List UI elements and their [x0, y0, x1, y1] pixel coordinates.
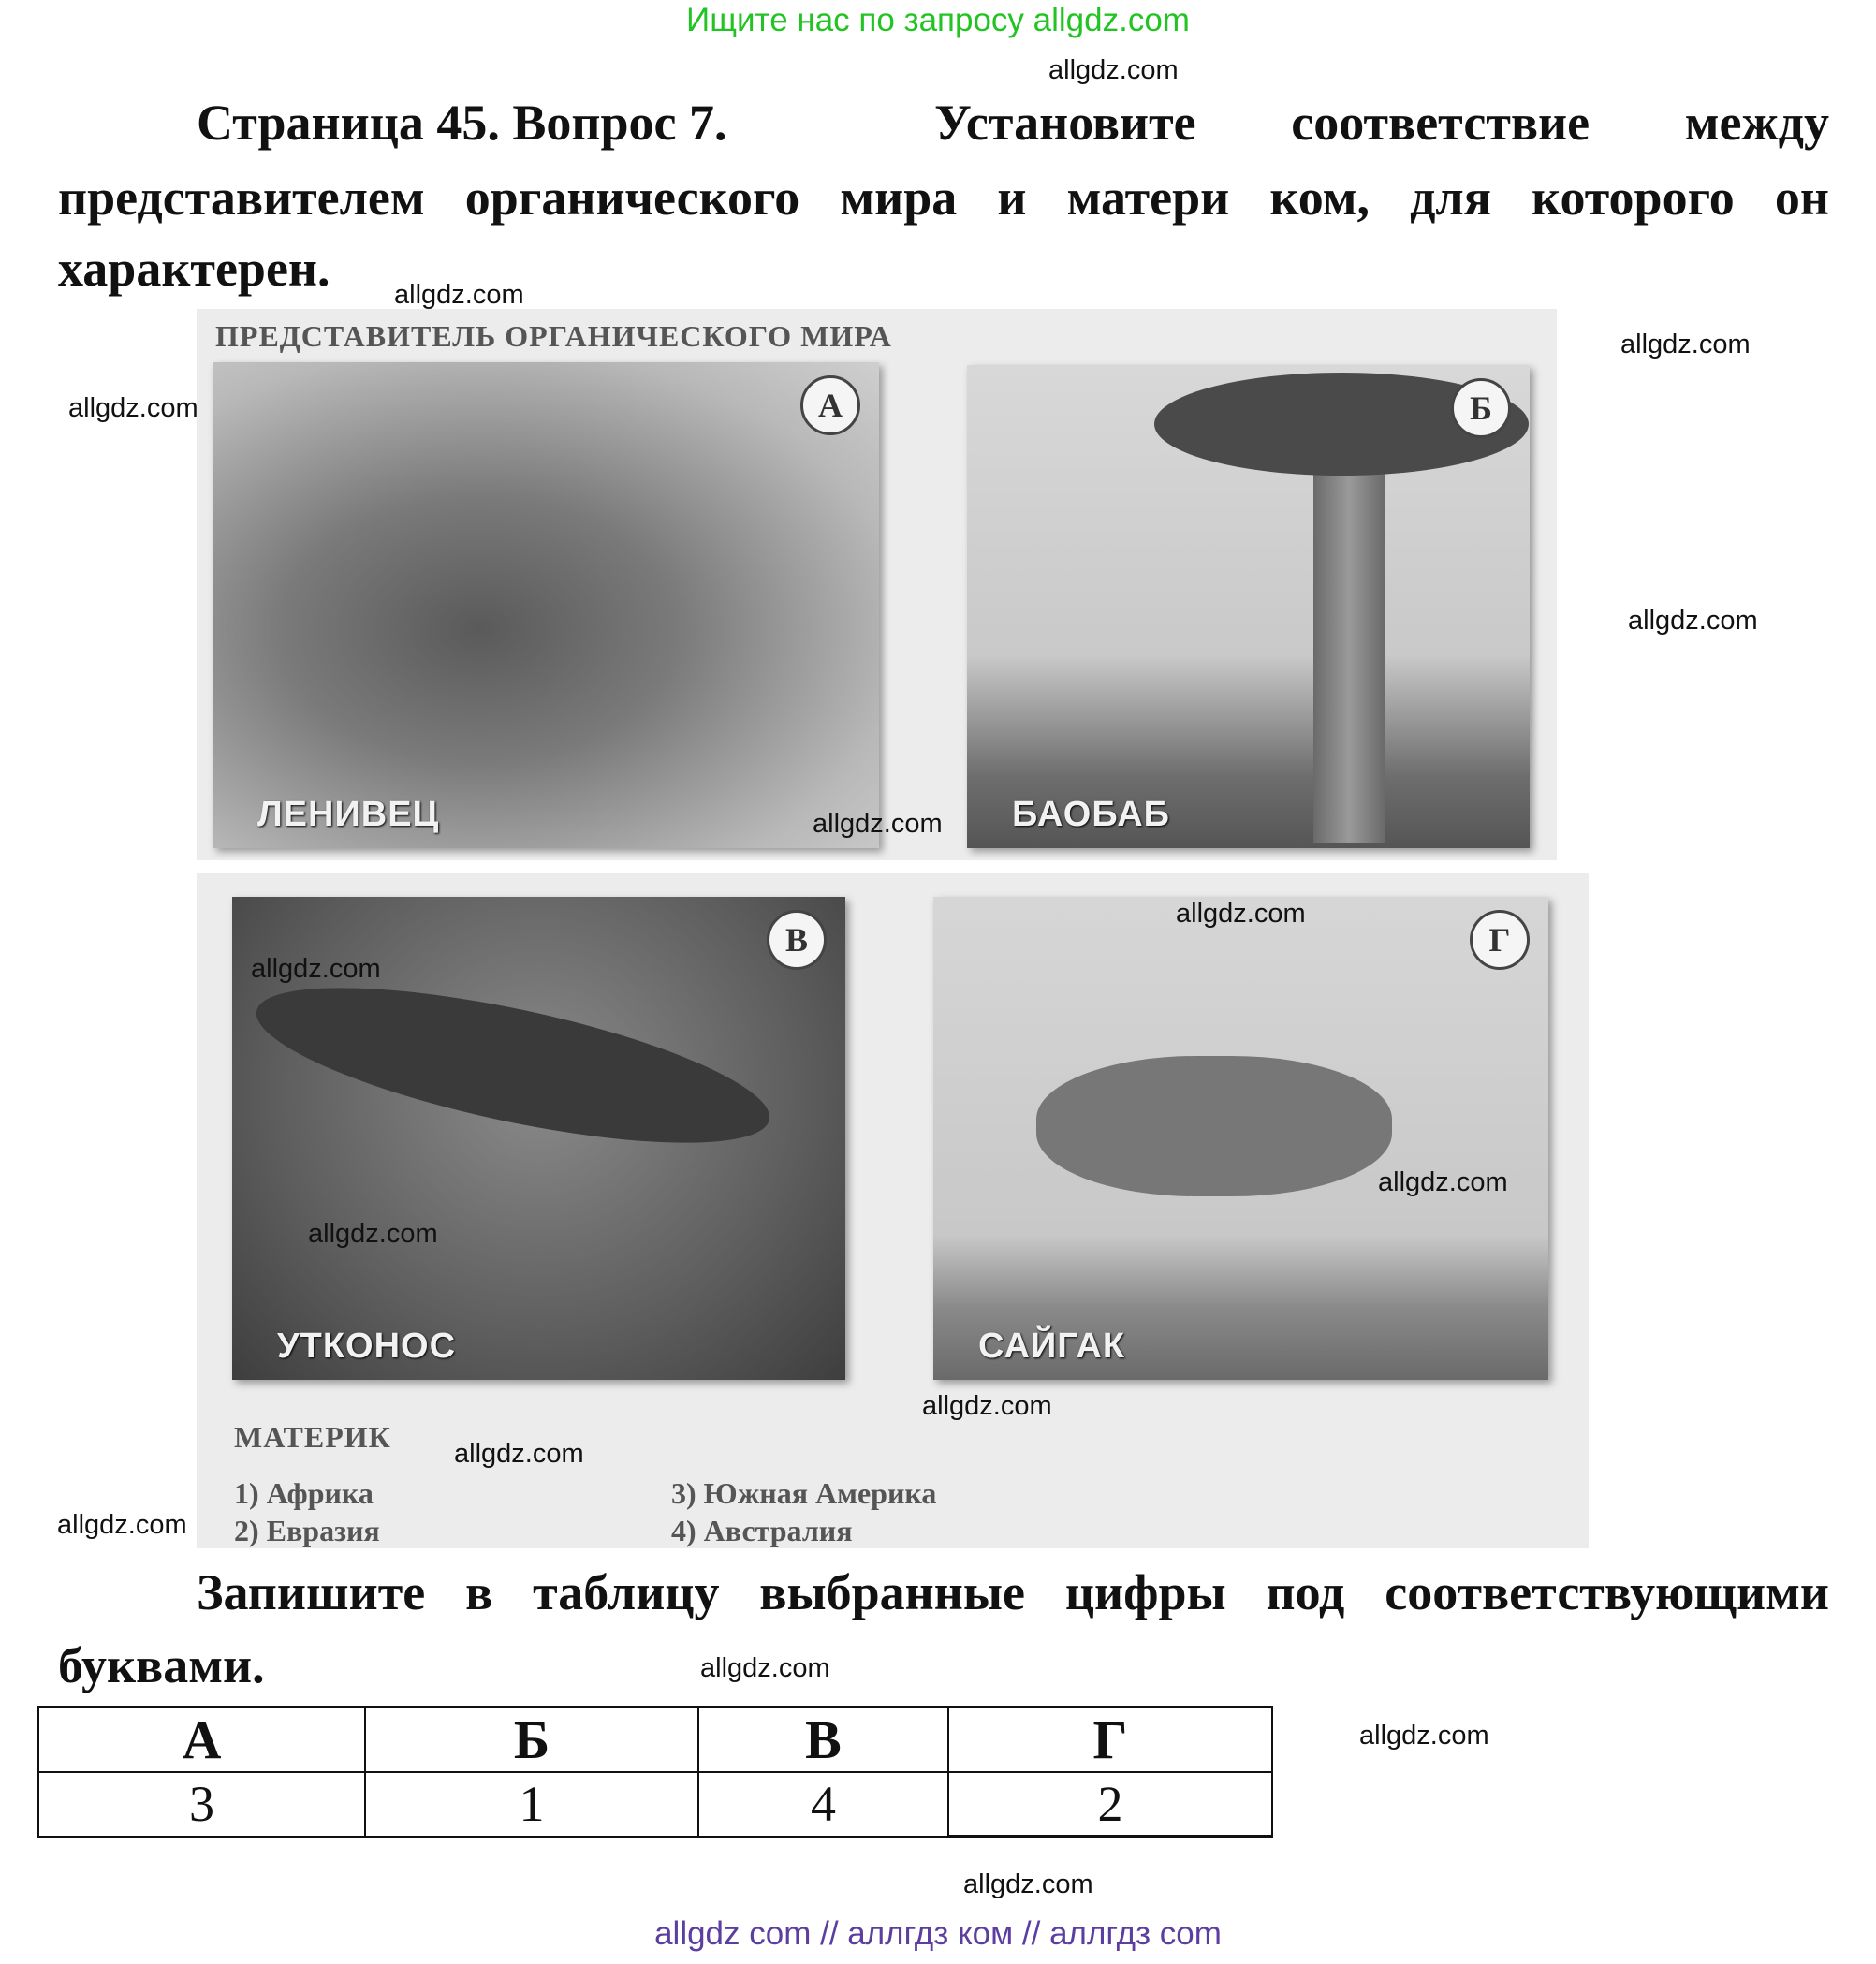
table-header: Б — [365, 1708, 698, 1773]
letter-badge: Г — [1470, 910, 1530, 970]
photo-sloth — [213, 362, 879, 848]
watermark: allgdz.com — [1176, 899, 1306, 929]
continent-option: 3) Южная Америка — [671, 1476, 937, 1510]
watermark: allgdz.com — [1048, 55, 1179, 85]
table-header: Г — [948, 1708, 1272, 1773]
continent-header: МАТЕРИК — [234, 1420, 391, 1454]
instruction-line-1: Запишите в таблицу выбранные цифры под соответствующими — [197, 1564, 1829, 1620]
table-cell: 2 — [948, 1772, 1272, 1837]
table-row — [38, 1772, 1272, 1837]
instruction-line-2: буквами. — [58, 1637, 265, 1693]
watermark: allgdz.com — [308, 1219, 438, 1249]
title-word: Установите — [934, 95, 1196, 151]
table-cell: 3 — [38, 1772, 365, 1837]
continent-option: 4) Австралия — [671, 1514, 853, 1547]
watermark: allgdz.com — [813, 809, 943, 839]
question-ref: Страница 45. Вопрос 7. — [197, 95, 727, 151]
table-header-row — [38, 1708, 1272, 1773]
letter-badge: А — [800, 375, 860, 435]
search-banner: Ищите нас по запросу allgdz.com — [686, 2, 1190, 38]
saiga-body — [1036, 1056, 1392, 1196]
footer-links[interactable]: allgdz com // аллгдз ком // аллгдз com — [654, 1915, 1222, 1952]
letter-badge: Б — [1451, 378, 1511, 438]
photo-label: БАОБАБ — [1012, 795, 1170, 834]
table-cell: 1 — [365, 1772, 698, 1837]
watermark: allgdz.com — [1628, 606, 1758, 636]
letter-badge: В — [767, 910, 827, 970]
watermark: allgdz.com — [1620, 330, 1751, 359]
photo-baobab — [967, 365, 1530, 848]
table-header: А — [38, 1708, 365, 1773]
watermark: allgdz.com — [251, 954, 381, 984]
watermark: allgdz.com — [700, 1653, 830, 1683]
title-line-2: представителем органического мира и матери ком, для которого он — [58, 169, 1829, 226]
title-word: между — [1684, 95, 1829, 151]
platypus-body — [245, 956, 782, 1175]
watermark: allgdz.com — [394, 280, 524, 310]
tree-trunk — [1313, 468, 1385, 843]
title-line-1 — [197, 95, 1829, 151]
photo-label: УТКОНОС — [277, 1326, 457, 1366]
book-image-bottom — [197, 873, 1589, 1548]
watermark: allgdz.com — [1378, 1167, 1508, 1197]
book-image-top — [197, 309, 1557, 860]
photo-saiga — [933, 897, 1548, 1380]
table-cell: 4 — [698, 1772, 948, 1837]
watermark: allgdz.com — [454, 1439, 584, 1469]
continent-option: 1) Африка — [234, 1476, 374, 1510]
photo-label: ЛЕНИВЕЦ — [257, 795, 440, 834]
organisms-header: ПРЕДСТАВИТЕЛЬ ОРГАНИЧЕСКОГО МИРА — [215, 319, 892, 353]
watermark: allgdz.com — [1359, 1721, 1489, 1751]
table-header: В — [698, 1708, 948, 1773]
photo-label: САЙГАК — [978, 1326, 1126, 1366]
title-line-3: характерен. — [58, 241, 330, 297]
watermark: allgdz.com — [68, 393, 198, 423]
watermark: allgdz.com — [57, 1510, 187, 1540]
title-word: соответствие — [1291, 95, 1590, 151]
answer-table — [37, 1706, 1273, 1838]
watermark: allgdz.com — [922, 1391, 1052, 1421]
continent-option: 2) Евразия — [234, 1514, 380, 1547]
watermark: allgdz.com — [963, 1869, 1093, 1899]
